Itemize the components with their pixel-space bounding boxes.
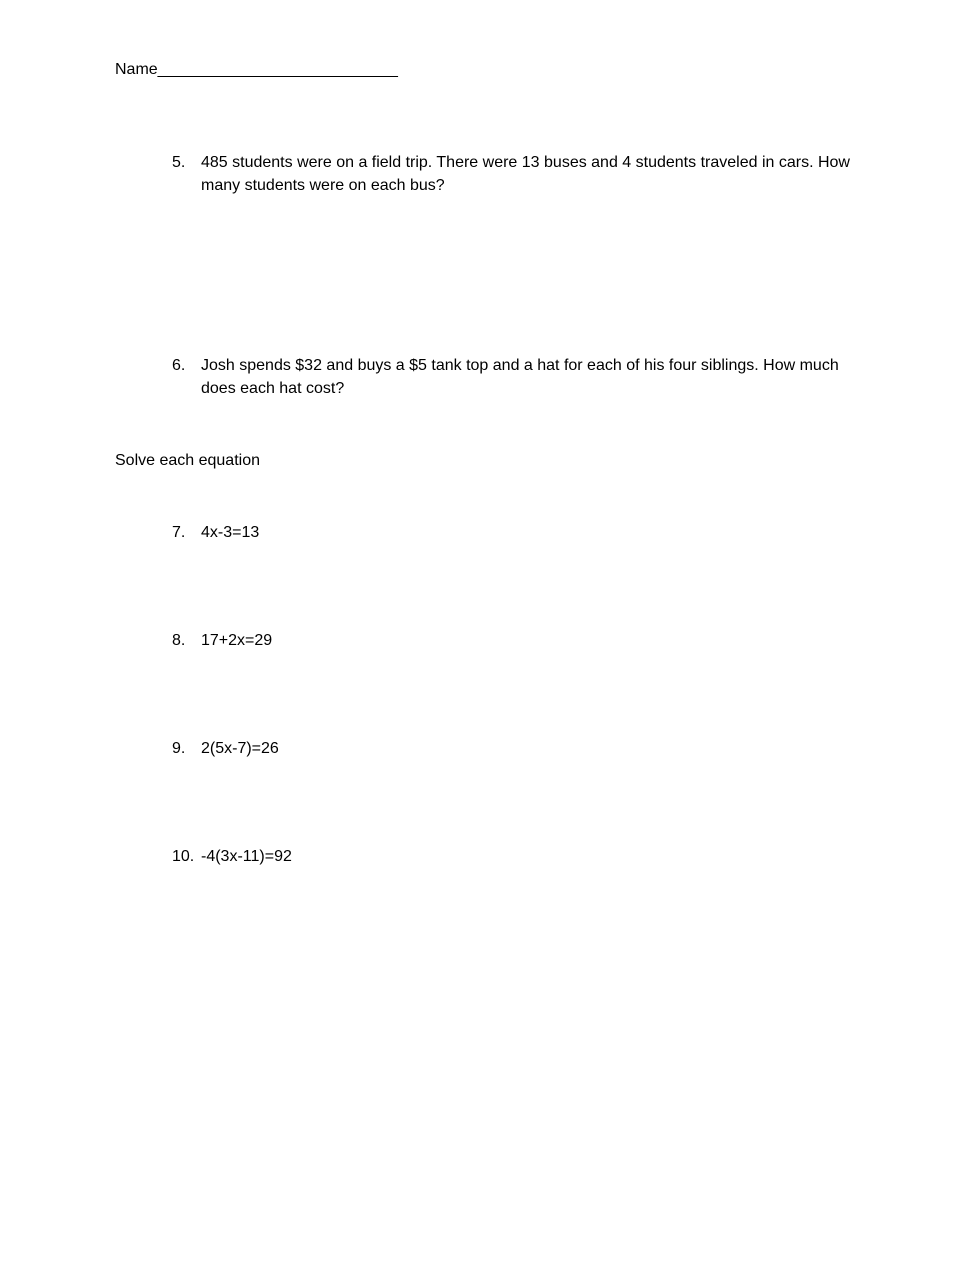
word-problem-5 (172, 151, 862, 197)
problem-number: 6. (172, 357, 186, 374)
problem-number: 5. (172, 154, 186, 171)
equation-text: 4x-3=13 (201, 524, 260, 541)
name-field-label: Name___________________________ (115, 61, 398, 78)
problem-number: 9. (172, 740, 186, 757)
problem-text: Josh spends $32 and buys a $5 tank top and a hat for each of his four siblings. How much does each hat cost? (201, 357, 839, 397)
equation-text: 17+2x=29 (201, 632, 273, 649)
problem-number: 7. (172, 524, 186, 541)
equation-9 (172, 737, 862, 760)
word-problem-6 (172, 354, 862, 400)
equation-10 (172, 845, 862, 868)
problem-text: 485 students were on a field trip. There were 13 buses and 4 students traveled in cars. How many students were on each bus? (201, 154, 850, 194)
equation-text: 2(5x-7)=26 (201, 740, 279, 757)
equation-7 (172, 521, 862, 544)
equation-8 (172, 629, 862, 652)
equation-text: -4(3x-11)=92 (201, 848, 292, 865)
problem-number: 10. (172, 848, 195, 865)
section-heading: Solve each equation (115, 452, 260, 469)
problem-number: 8. (172, 632, 186, 649)
